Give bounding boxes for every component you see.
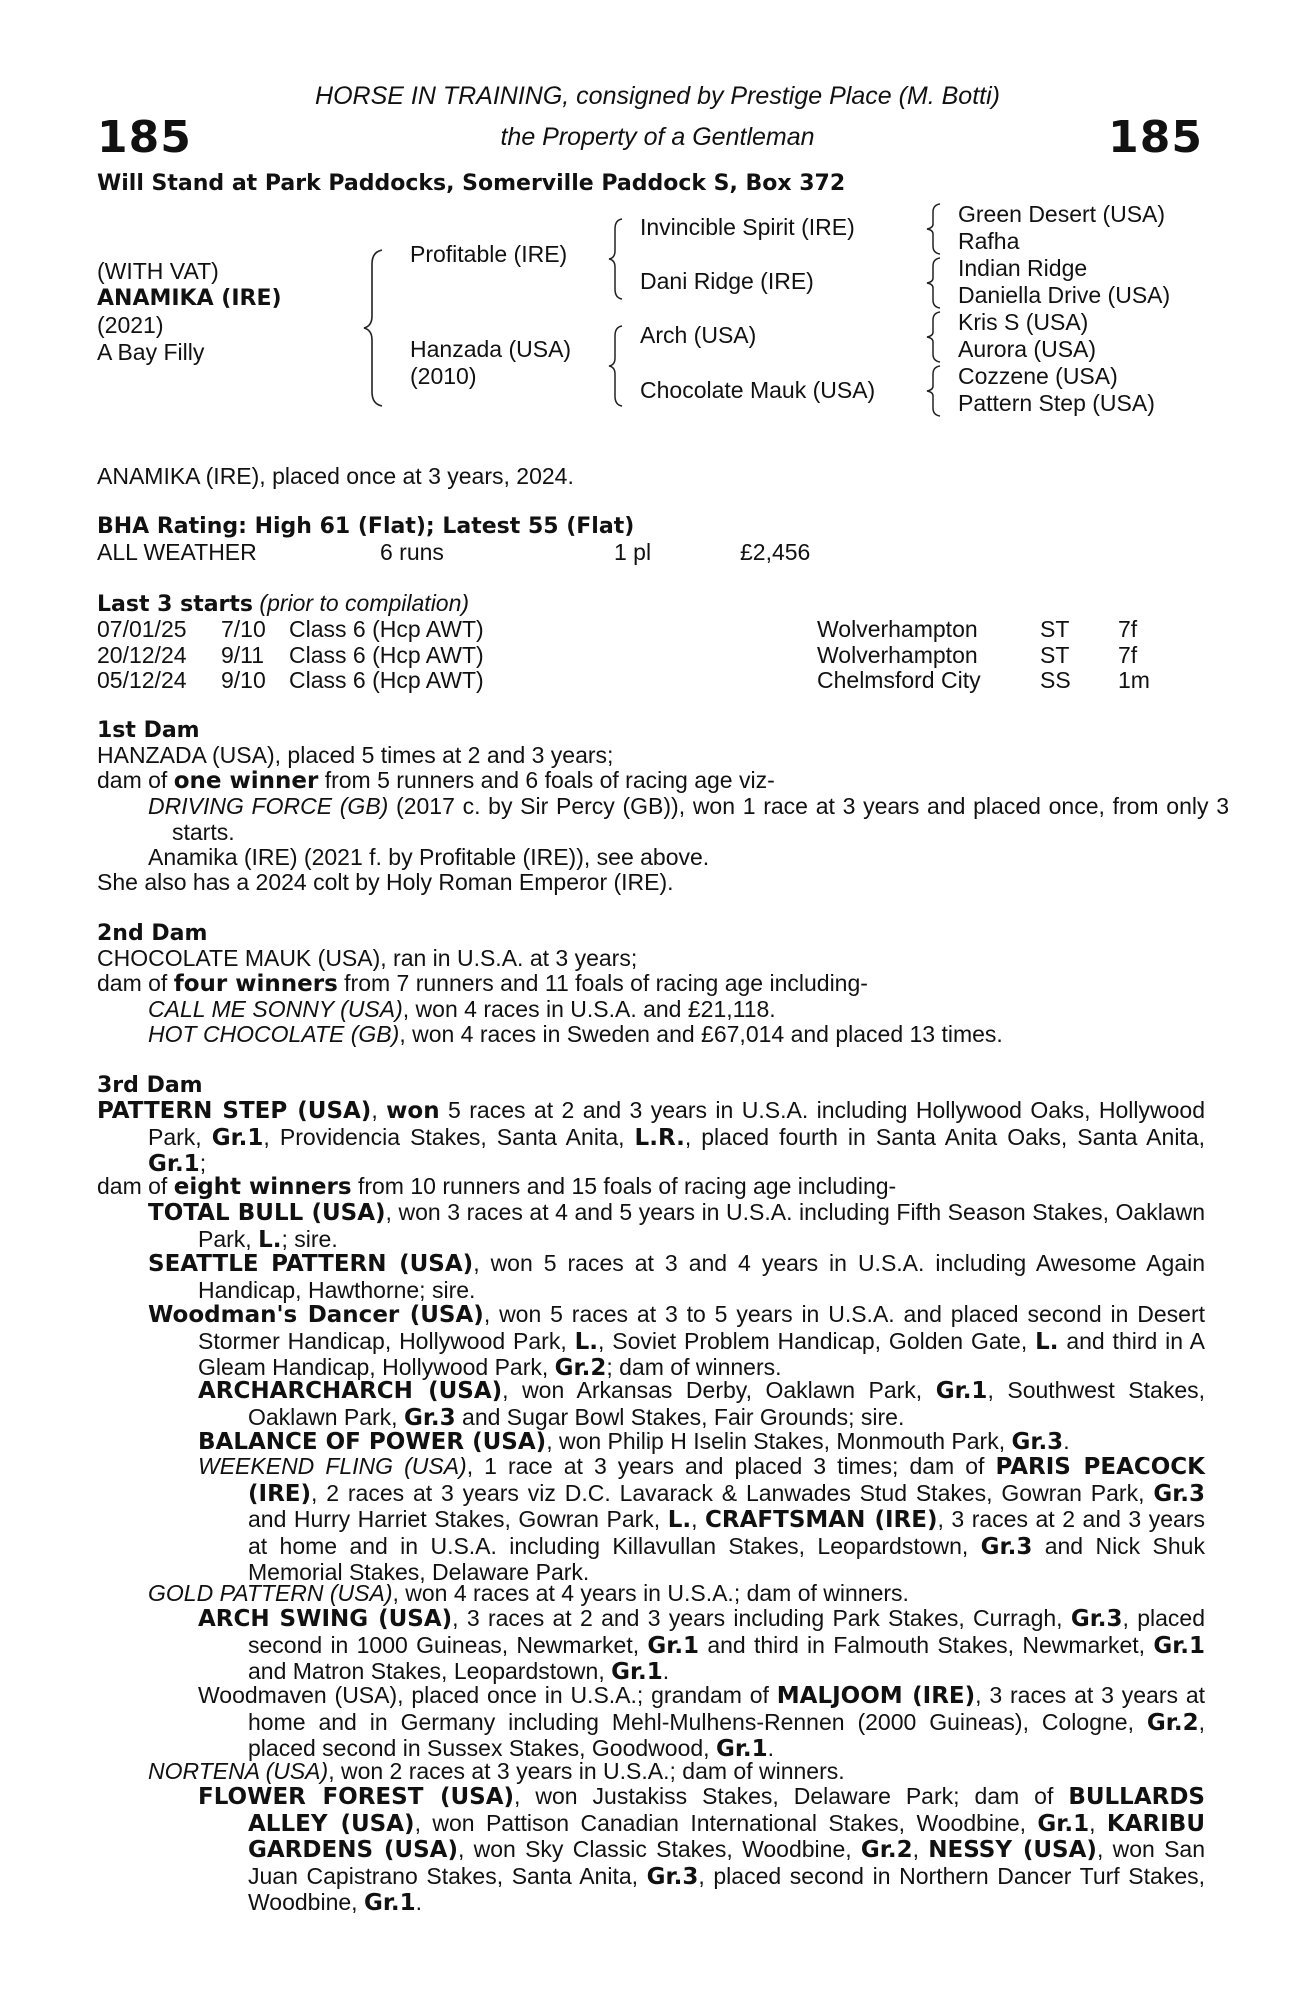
pedigree-dam-dam: Chocolate Mauk (USA) — [640, 377, 876, 403]
rating-placed: 1 pl — [614, 539, 652, 565]
start-dist: 1m — [1118, 667, 1150, 693]
horse-name: ANAMIKA (IRE) — [97, 286, 282, 311]
progeny-archarcharch: ARCHARCHARCH (USA), won Arkansas Derby, Oaklawn Park, Gr.1, Southwest Stakes, Oaklawn Park, Gr.3 and Sugar Bowl Stakes, Fair Grounds; sire. — [198, 1377, 1205, 1431]
race-summary: ANAMIKA (IRE), placed once at 3 years, 2024. — [97, 463, 574, 489]
last-starts-heading: Last 3 starts — [97, 592, 254, 617]
start-course: Wolverhampton — [817, 616, 978, 642]
pedigree-brace-dam — [606, 324, 628, 408]
vat-note: (WITH VAT) — [97, 258, 219, 284]
start-race: Class 6 (Hcp AWT) — [289, 641, 484, 668]
pedigree-g1: Green Desert (USA) — [958, 201, 1166, 227]
pedigree-sire-sire: Invincible Spirit (IRE) — [640, 214, 855, 240]
start-dist: 7f — [1118, 641, 1138, 668]
start-date: 20/12/24 — [97, 641, 187, 668]
pedigree-dam-year: (2010) — [410, 363, 477, 389]
start-date: 05/12/24 — [97, 667, 187, 693]
progeny-weekend-fling: WEEKEND FLING (USA), 1 race at 3 years and placed 3 times; dam of PARIS PEACOCK (IRE), 2 races at 3 years viz D.C. Lavarack & Lanwades Stud Stakes, Gowran Park, Gr.3 and Hurry Harriet Stakes, Gowran Park, L., CRAFTSMAN (IRE), 3 races at 2 and 3 years at home and in U.S.A. including Killavullan Stakes, Leopardstown, Gr.3 and Nick Shuk Memorial Stakes, Delaware Park. — [198, 1453, 1206, 1585]
first-dam-heading: 1st Dam — [97, 718, 200, 743]
start-going: ST — [1040, 616, 1070, 642]
progeny-nortena: NORTENA (USA), won 2 races at 3 years in U.S.A.; dam of winners. — [148, 1758, 845, 1784]
start-race: Class 6 (Hcp AWT) — [289, 667, 484, 693]
second-dam-progeny-1: CALL ME SONNY (USA), won 4 races in U.S.A. and £21,118. — [148, 996, 776, 1022]
pedigree-brace-main — [360, 248, 390, 408]
progeny-balance-of-power: BALANCE OF POWER (USA), won Philip H Iselin Stakes, Monmouth Park, Gr.3. — [198, 1428, 1070, 1455]
rating-surface: ALL WEATHER — [97, 539, 257, 565]
progeny-gold-pattern: GOLD PATTERN (USA), won 4 races at 4 years in U.S.A.; dam of winners. — [148, 1580, 909, 1606]
pedigree-g4: Daniella Drive (USA) — [958, 282, 1171, 308]
horse-description: A Bay Filly — [97, 339, 205, 365]
first-dam-progeny-1: DRIVING FORCE (GB) (2017 c. by Sir Percy (GB)), won 1 race at 3 years and placed once, from only 3 starts. — [148, 793, 1230, 845]
second-dam-heading: 2nd Dam — [97, 921, 208, 946]
pedigree-g8: Pattern Step (USA) — [958, 390, 1155, 416]
first-dam-note: She also has a 2024 colt by Holy Roman Emperor (IRE). — [97, 869, 674, 895]
last-starts-heading-line — [97, 590, 469, 617]
third-dam-heading: 3rd Dam — [97, 1073, 203, 1098]
pedigree-brace-g56 — [924, 310, 946, 364]
second-dam-produce-line: dam of four winners from 7 runners and 11 foals of racing age including- — [97, 970, 868, 997]
second-dam-line: CHOCOLATE MAUK (USA), ran in U.S.A. at 3 years; — [97, 945, 638, 971]
progeny-woodmans-dancer: Woodman's Dancer (USA), won 5 races at 3 to 5 years in U.S.A. and placed second in Desert Stormer Handicap, Hollywood Park, L., Soviet Problem Handicap, Golden Gate, L. and third in A Gleam Handicap, Hollywood Park, Gr.2; dam of winners. — [148, 1301, 1205, 1381]
start-race: Class 6 (Hcp AWT) — [289, 616, 484, 642]
pedigree-sire: Profitable (IRE) — [410, 241, 568, 267]
start-going: SS — [1040, 667, 1071, 693]
property-line: the Property of a Gentleman — [500, 123, 815, 151]
pedigree-brace-g34 — [924, 256, 946, 310]
start-pos: 9/10 — [221, 667, 266, 693]
lot-number-left: 185 — [97, 112, 192, 163]
progeny-seattle-pattern: SEATTLE PATTERN (USA), won 5 races at 3 and 4 years in U.S.A. including Awesome Again Handicap, Hawthorne; sire. — [148, 1250, 1206, 1303]
start-pos: 7/10 — [221, 616, 266, 642]
progeny-flower-forest: FLOWER FOREST (USA), won Justakiss Stakes, Delaware Park; dam of BULLARDS ALLEY (USA), won Pattison Canadian International Stakes, Woodbine, Gr.1, KARIBU GARDENS (USA), won Sky Classic Stakes, Woodbine, Gr.2, NESSY (USA), won San Juan Capistrano Stakes, Santa Anita, Gr.3, placed second in Northern Dancer Turf Stakes, Woodbine, Gr.1. — [198, 1783, 1206, 1916]
first-dam-line: HANZADA (USA), placed 5 times at 2 and 3 years; — [97, 742, 614, 768]
pedigree-g3: Indian Ridge — [958, 255, 1088, 281]
third-dam-produce-line: dam of eight winners from 10 runners and 15 foals of racing age including- — [97, 1173, 897, 1200]
horse-year: (2021) — [97, 312, 164, 338]
pedigree-dam: Hanzada (USA) — [410, 336, 572, 362]
pedigree-sire-dam: Dani Ridge (IRE) — [640, 268, 814, 294]
consignment-line: HORSE IN TRAINING, consigned by Prestige Place (M. Botti) — [315, 82, 1000, 110]
pedigree-g5: Kris S (USA) — [958, 309, 1089, 335]
third-dam-pattern-step: PATTERN STEP (USA), won 5 races at 2 and 3 years in U.S.A. including Hollywood Oaks, Hollywood Park, Gr.1, Providencia Stakes, Santa Anita, L.R., placed fourth in Santa Anita Oaks, Santa Anita, Gr.1; — [97, 1097, 1206, 1177]
start-course: Wolverhampton — [817, 641, 978, 668]
progeny-woodmaven: Woodmaven (USA), placed once in U.S.A.; grandam of MALJOOM (IRE), 3 races at 3 years at home and in Germany including Mehl-Mulhens-Rennen (2000 Guineas), Cologne, Gr.2, placed second in Sussex Stakes, Goodwood, Gr.1. — [198, 1682, 1205, 1762]
pedigree-brace-sire — [606, 217, 628, 301]
lot-number-right: 185 — [1108, 112, 1203, 163]
first-dam-produce-line: dam of one winner from 5 runners and 6 foals of racing age viz- — [97, 767, 775, 794]
pedigree-brace-g12 — [924, 202, 946, 256]
pedigree-brace-g78 — [924, 364, 946, 418]
progeny-arch-swing: ARCH SWING (USA), 3 races at 2 and 3 years including Park Stakes, Curragh, Gr.3, placed second in 1000 Guineas, Newmarket, Gr.1 and third in Falmouth Stakes, Newmarket, Gr.1 and Matron Stakes, Leopardstown, Gr.1. — [198, 1605, 1205, 1685]
bha-rating: BHA Rating: High 61 (Flat); Latest 55 (Flat) — [97, 514, 635, 539]
start-going: ST — [1040, 641, 1070, 668]
pedigree-g7: Cozzene (USA) — [958, 363, 1118, 389]
rating-prize: £2,456 — [740, 539, 811, 565]
start-pos: 9/11 — [221, 641, 265, 668]
first-dam-progeny-2: Anamika (IRE) (2021 f. by Profitable (IRE)), see above. — [148, 844, 710, 870]
second-dam-progeny-2: HOT CHOCOLATE (GB), won 4 races in Sweden and £67,014 and placed 13 times. — [148, 1021, 1003, 1047]
pedigree-g2: Rafha — [958, 228, 1020, 254]
pedigree-dam-sire: Arch (USA) — [640, 322, 757, 348]
stand-location: Will Stand at Park Paddocks, Somerville Paddock S, Box 372 — [97, 171, 846, 196]
start-dist: 7f — [1118, 616, 1138, 642]
last-starts-note: (prior to compilation) — [259, 590, 470, 616]
start-course: Chelmsford City — [817, 667, 981, 693]
rating-runs: 6 runs — [380, 539, 444, 565]
pedigree-g6: Aurora (USA) — [958, 336, 1097, 362]
progeny-total-bull: TOTAL BULL (USA), won 3 races at 4 and 5 years in U.S.A. including Fifth Season Stakes, Oaklawn Park, L.; sire. — [148, 1199, 1205, 1253]
start-date: 07/01/25 — [97, 616, 187, 642]
